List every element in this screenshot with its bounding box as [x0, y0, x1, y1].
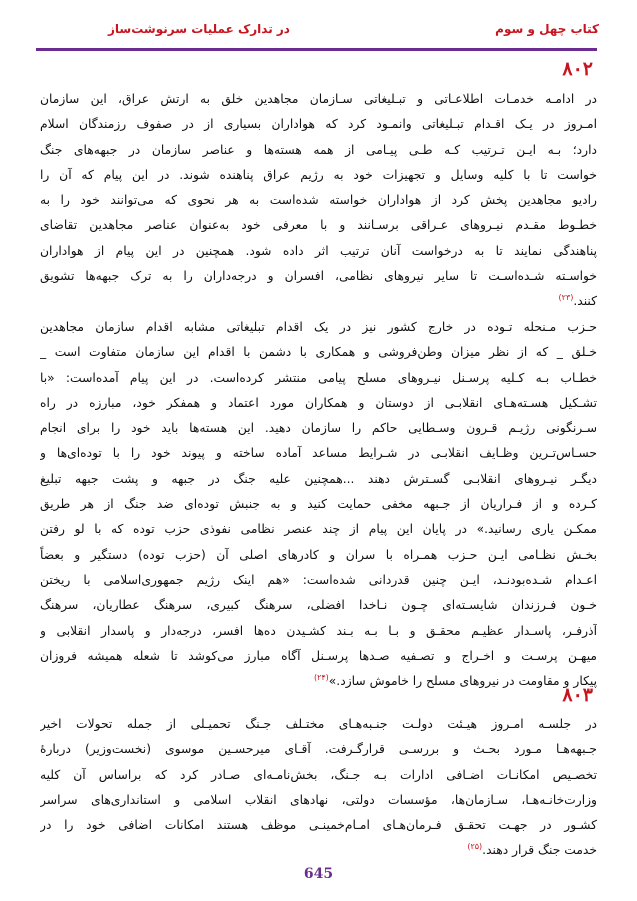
text-line-end: خدمت جنگ قرار دهند. [482, 843, 597, 858]
text-line: خـون فـرزندان شایسـته‌ای چـون نـاخدا افضلی، سرهنگ کبیری، سرهنگ عطاریان، سرهنگ [40, 598, 597, 613]
header-divider [36, 48, 597, 51]
text-line: خواسـته شـده‌اسـت تا سایر نیروهای نظامی، افسران و درجه‌داران را به ترک جبهه‌ها تشویق [40, 269, 597, 284]
text-line: آذرفـر، پاسـدار عظیـم محقـق و بـا بـه بـند کشـیدن ده‌ها افسر، درجه‌دار و پاسدار انقلابی و [40, 623, 597, 638]
text-line: خطـوط مقـدم نیـروهای عـراقی برسـانند و با معرفی خود به‌عنوان عناصر مجاهدین تقاضای [40, 218, 597, 233]
text-line: تشـکیل هسـته‌هـای انقلابـی از دوستان و همکاران مورد اعتماد و همفکر خود، مبارزه در راه [40, 395, 597, 410]
paragraph [40, 712, 597, 864]
text-line: حسـاس‌تـرین وظـایف انقلابـی در شـرایط مساعد آماده ساخته و پیوند خود را با توده‌ای‌ها و [40, 446, 597, 461]
text-line [40, 838, 597, 863]
text-line: کشـور در جهـت تحقـق فـرمان‌هـای امـام‌خمینـی موظف هستند امکانات اضافی خود را در [40, 818, 597, 833]
text-line: خواست تا با کلیه وسایل و تجهیزات خود به رژیم عراق پناهنده شوند. در این پیام که آن را [40, 167, 597, 182]
footnote-marker: (۲۵) [467, 842, 483, 852]
text-line: خـلق _ که از نظر میزان وطن‌فروشی و همکاری با دشمن با اقدام این سازمان متفاوت است _ [40, 345, 597, 360]
text-line: ممکـن یاری رسانید.» در پایان این پیام از چند عنصر نظامی نفوذی حزب توده که با لو رفتن [40, 522, 597, 537]
text-line: تخصـیص امکانـات اضـافی ادارات بـه جـنگ، بخش‌نامـه‌ای صـادر کرد که براساس آن کلیه [40, 767, 597, 782]
page-header [38, 22, 599, 42]
text-line: در جلسـه امـروز هیـئت دولـت جنـبه‌هـای مختـلف جـنگ تحمیـلی از جمله تحولات اخیر [40, 717, 597, 731]
text-line [40, 669, 597, 694]
text-line: کـرده و از فـراریان از جـبهه مخفی حمایت کنید و به جنبش توده‌ای ضد جنگ از هر طریق [40, 497, 597, 512]
text-line: حـزب مـنحله تـوده در خارج کشور نیز در یک اقدام تبلیغاتی مشابه اقدام سازمان مجاهدین [40, 320, 597, 334]
paragraph [40, 315, 597, 694]
text-line: وزارت‌خانـه‌هـا، سـازمان‌ها، مؤسسات دولتی، نهادهای انقلاب اسلامی و استانداری‌های سراسر [40, 792, 597, 807]
page-number: 645 [303, 866, 334, 882]
text-line: سـرنگونی رژیـم قـرون وسـطایی حاکم را سازمان دهید. این هسته‌ها باید خود را برای انجام [40, 421, 597, 436]
entry-number: ۸۰۲ [562, 58, 593, 80]
book-title: کتاب چهل و سوم [495, 22, 599, 36]
paragraph [40, 87, 597, 315]
footnote-marker: (۲۴) [313, 673, 329, 683]
section-title: در تدارک عملیات سرنوشت‌ساز [108, 22, 290, 36]
text-line-end: پیکار و مقاومت در نیروهای مسلح را خاموش سازد.» [328, 674, 597, 689]
text-line [40, 289, 597, 314]
text-line: رادیو مجاهدین پخش کرد از هواداران خواسته شده‌است به هر نحوی که می‌توانند خود را به [40, 193, 597, 208]
text-line: دیگـر نیـروهای انقلابـی گسـترش دهند ...همچنین علیه جنگ در جبهه و پشت جبهه تبلیغ [40, 471, 597, 486]
entry-number: ۸۰۳ [562, 684, 593, 706]
text-line: امـروز در یـک اقـدام تبـلیغاتی وانمـود کرد که هواداران بسیاری از در صفوف رزمندگان اسلام [40, 117, 597, 132]
text-line: میهـن پرسـت و اخـراج و تصـفیه صـدها پرسـنل آگاه مبارز می‌کوشد تا شعله همیشه فروزان [40, 648, 597, 663]
text-line: اعـدام شـده‌بودنـد، ایـن چنین قدردانی شده‌است: «هم اینک رژیم جمهوری‌اسلامی با ریختن [40, 572, 597, 587]
footnote-marker: (۲۳) [558, 293, 574, 303]
text-line: پناهندگی نمایند تا به درخواست آنان ترتیب اثر داده شود. همچنین در این پیام از هواداران [40, 243, 597, 258]
text-line-end: کنند. [573, 294, 597, 309]
text-line: دارد؛ بـه ایـن تـرتیب کـه طـی پیـامی از همه هسته‌ها و عناصر سازمان در جبهه‌های جنگ [40, 142, 597, 157]
text-line: بخـش نظـامی ایـن حـزب همـراه با سران و کادرهای اصلی آن (حزب توده) دستگیر و بعضاً [40, 547, 597, 562]
text-line: جـبهه‌هـا مـورد بحـث و بررسـی قرارگـرفت. آقـای میرحسـین موسوی (نخست‌وزیر) دربارهٔ [40, 742, 597, 757]
text-line: خطـاب بـه کـلیه پرسـنل نیـروهای مسلح پیامی منتشر کرده‌است. در این پیام آمده‌است: «با [40, 370, 597, 385]
text-line: در ادامـه خدمـات اطلاعـاتی و تبـلیغاتی سـازمان مجاهدین خلق به ارتش عراق، این سازمان [40, 92, 597, 106]
